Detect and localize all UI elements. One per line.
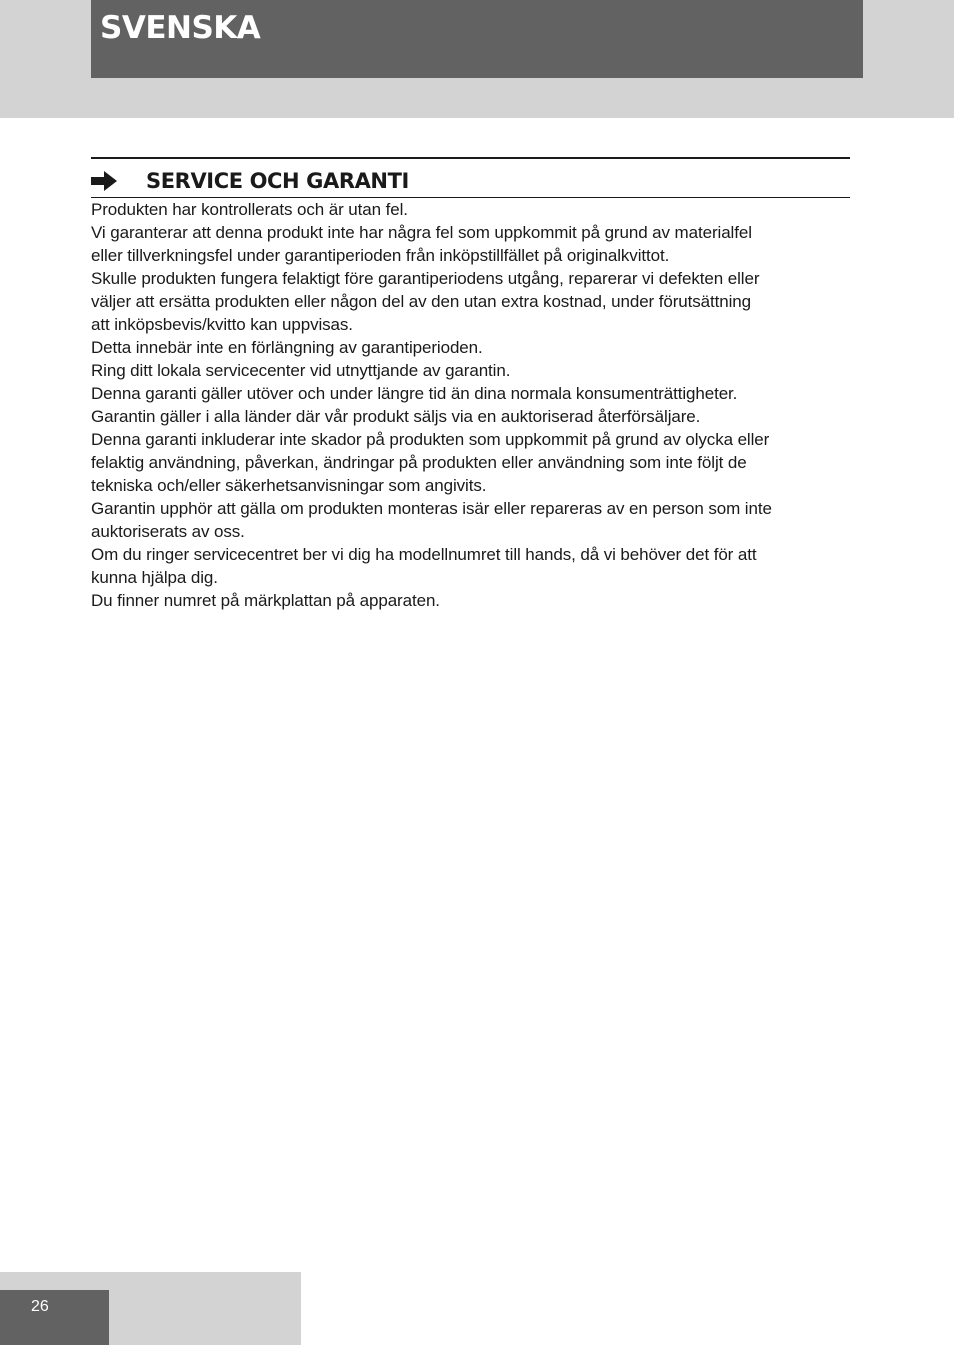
service-section [91,157,850,612]
text-line: Du finner numret på märkplattan på apparaten. [91,591,440,610]
text-line: Produkten har kontrollerats och är utan fel. [91,200,408,219]
text-line: Skulle produkten fungera felaktigt före garantiperiodens utgång, reparerar vi defekten eller [91,269,760,288]
text-line: kunna hjälpa dig. [91,568,218,587]
text-line: Garantin gäller i alla länder där vår produkt säljs via en auktoriserad återförsäljare. [91,407,701,426]
warranty-text [91,198,850,612]
text-line: Vi garanterar att denna produkt inte har några fel som uppkommit på grund av materialfel [91,223,752,242]
text-line: tekniska och/eller säkerhetsanvisningar som angivits. [91,476,487,495]
language-title-bar [91,0,863,78]
text-line: Detta innebär inte en förlängning av garantiperioden. [91,338,483,357]
page-number: 26 [31,1298,49,1315]
page-number-box [0,1290,109,1345]
section-header [91,157,850,198]
text-line: väljer att ersätta produkten eller någon del av den utan extra kostnad, under förutsättning [91,292,751,311]
text-line: Ring ditt lokala servicecenter vid utnyttjande av garantin. [91,361,511,380]
text-line: eller tillverkningsfel under garantiperioden från inköpstillfället på originalkvittot. [91,246,670,265]
text-line: att inköpsbevis/kvitto kan uppvisas. [91,315,353,334]
text-line: felaktig användning, påverkan, ändringar på produkten eller användning som inte följt de [91,453,747,472]
section-title: SERVICE OCH GARANTI [146,169,409,193]
text-line: Om du ringer servicecentret ber vi dig ha modellnumret till hands, då vi behöver det för att [91,545,757,564]
text-line: auktoriserats av oss. [91,522,245,541]
text-line: Denna garanti inkluderar inte skador på produkten som uppkommit på grund av olycka eller [91,430,770,449]
text-line: Denna garanti gäller utöver och under längre tid än dina normala konsumenträttigheter. [91,384,738,403]
arrow-right-icon [91,171,117,191]
text-line: Garantin upphör att gälla om produkten monteras isär eller repareras av en person som inte [91,499,772,518]
language-title: SVENSKA [100,10,261,46]
